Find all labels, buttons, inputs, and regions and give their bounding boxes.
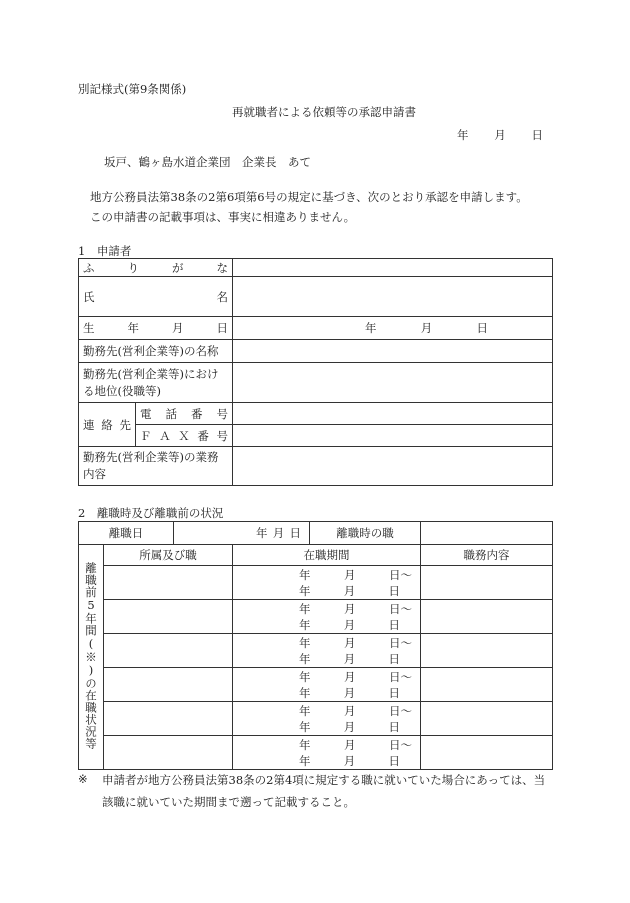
history-row	[79, 600, 553, 634]
birth-date-input[interactable]: 年 月 日	[233, 317, 553, 340]
history-row	[79, 668, 553, 702]
history-row	[79, 566, 553, 600]
col-duties-header: 職務内容	[421, 545, 553, 566]
business-input[interactable]	[233, 447, 553, 486]
furigana-label: ふ り が な	[79, 259, 233, 277]
form-title: 再就職者による依頼等の承認申請書	[232, 105, 416, 119]
duties-input[interactable]	[421, 668, 553, 702]
employer-name-row	[79, 340, 553, 363]
addressee: 坂戸、鶴ヶ島水道企業団 企業長 あて	[104, 155, 311, 169]
duties-input[interactable]	[421, 736, 553, 770]
employer-name-label: 勤務先(営利企業等)の名称	[79, 340, 233, 363]
duties-input[interactable]	[421, 634, 553, 668]
intro-line-2: この申請書の記載事項は、事実に相違ありません。	[90, 210, 356, 224]
intro-line-1: 地方公務員法第38条の2第6項第6号の規定に基づき、次のとおり承認を申請します。	[90, 190, 528, 204]
submission-date[interactable]: 年 月 日	[457, 128, 543, 142]
dept-input[interactable]	[104, 668, 233, 702]
note-line-2: 該職に就いていた期間まで遡って記載すること。	[102, 795, 355, 809]
side-label: 離職前5年間(※)の在職状況等	[84, 561, 98, 750]
section1-heading: 1 申請者	[78, 244, 132, 258]
dept-input[interactable]	[104, 702, 233, 736]
name-label: 氏 名	[79, 277, 233, 317]
position-row	[79, 363, 553, 403]
history-row	[79, 736, 553, 770]
period-input[interactable]: 年 月 日〜 年 月 日	[233, 702, 421, 736]
birth-row	[79, 317, 553, 340]
retire-post-label: 離職時の職	[310, 522, 421, 545]
history-row	[79, 702, 553, 736]
note-line-1: 申請者が地方公務員法第38条の2第4項に規定する職に就いていた場合にあっては、当	[102, 773, 546, 787]
fax-label: Ｆ Ａ Ｘ 番 号	[136, 425, 233, 447]
applicant-table	[78, 258, 553, 486]
history-row	[79, 634, 553, 668]
dept-input[interactable]	[104, 566, 233, 600]
period-input[interactable]: 年 月 日〜 年 月 日	[233, 668, 421, 702]
fax-row	[79, 425, 553, 447]
furigana-row	[79, 259, 553, 277]
form-reference: 別記様式(第9条関係)	[78, 82, 187, 96]
retire-post-input[interactable]	[421, 522, 553, 545]
name-row	[79, 277, 553, 317]
employment-history-table	[78, 521, 553, 770]
furigana-input[interactable]	[233, 259, 553, 277]
col-period-header: 在職期間	[233, 545, 421, 566]
fax-input[interactable]	[233, 425, 553, 447]
name-input[interactable]	[233, 277, 553, 317]
retire-date-input[interactable]: 年 月 日	[174, 522, 310, 545]
period-input[interactable]: 年 月 日〜 年 月 日	[233, 566, 421, 600]
employer-name-input[interactable]	[233, 340, 553, 363]
duties-input[interactable]	[421, 702, 553, 736]
col-dept-header: 所属及び職	[104, 545, 233, 566]
dept-input[interactable]	[104, 736, 233, 770]
history-header-row	[79, 545, 553, 566]
position-label: 勤務先(営利企業等)における地位(役職等)	[79, 363, 233, 403]
period-input[interactable]: 年 月 日〜 年 月 日	[233, 634, 421, 668]
section2-heading: 2 離職時及び離職前の状況	[78, 506, 224, 520]
duties-input[interactable]	[421, 600, 553, 634]
side-label-cell	[79, 545, 104, 770]
position-input[interactable]	[233, 363, 553, 403]
period-input[interactable]: 年 月 日〜 年 月 日	[233, 600, 421, 634]
dept-input[interactable]	[104, 600, 233, 634]
retire-date-label: 離職日	[79, 522, 174, 545]
period-input[interactable]: 年 月 日〜 年 月 日	[233, 736, 421, 770]
phone-row	[79, 403, 553, 425]
dept-input[interactable]	[104, 634, 233, 668]
duties-input[interactable]	[421, 566, 553, 600]
phone-input[interactable]	[233, 403, 553, 425]
retirement-row	[79, 522, 553, 545]
phone-label: 電 話 番 号	[136, 403, 233, 425]
business-label: 勤務先(営利企業等)の業務内容	[79, 447, 233, 486]
business-row	[79, 447, 553, 486]
note-mark: ※	[78, 772, 88, 786]
birth-label: 生 年 月 日	[79, 317, 233, 340]
contact-label: 連 絡 先	[79, 403, 136, 447]
